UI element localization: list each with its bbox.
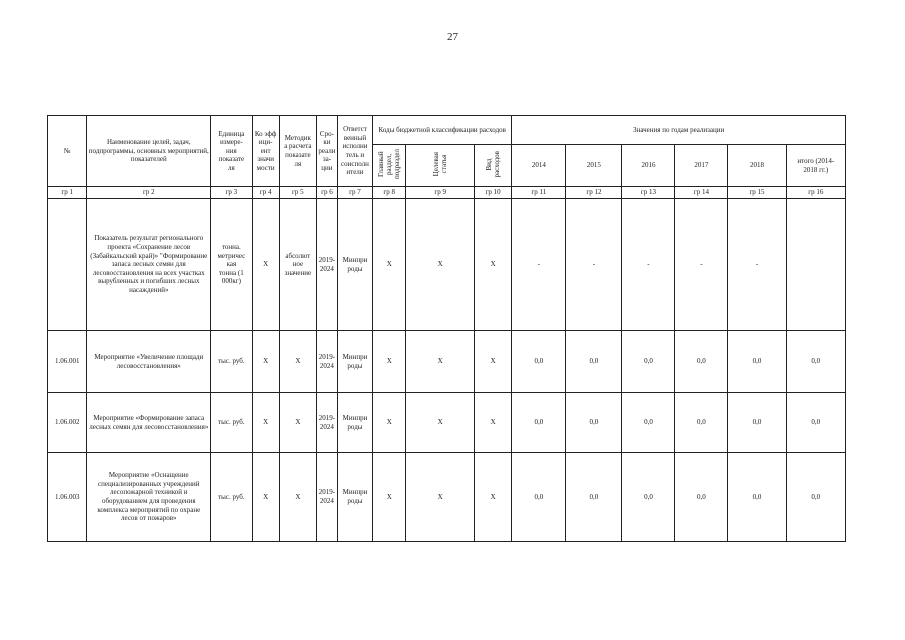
cell-value: - bbox=[728, 199, 786, 331]
col-number: гр 1 bbox=[48, 187, 87, 199]
cell-unit: тыс. руб. bbox=[211, 393, 253, 453]
header-method: Методик а расчета показате ля bbox=[279, 116, 316, 187]
col-number: гр 6 bbox=[317, 187, 338, 199]
header-coef: Ко эфф ици- ент значи мости bbox=[252, 116, 279, 187]
cell-value: 0,0 bbox=[566, 393, 622, 453]
col-number: гр 8 bbox=[373, 187, 406, 199]
cell-value: 0,0 bbox=[622, 331, 675, 393]
cell-responsible: Минпри роды bbox=[337, 453, 372, 542]
cell-code: Х bbox=[406, 331, 475, 393]
cell-value: 0,0 bbox=[786, 393, 845, 453]
cell-value: 0,0 bbox=[622, 393, 675, 453]
cell-value: 0,0 bbox=[728, 453, 786, 542]
cell-method: Х bbox=[279, 393, 316, 453]
cell-value: - bbox=[675, 199, 728, 331]
cell-coef: Х bbox=[252, 199, 279, 331]
col-number: гр 9 bbox=[406, 187, 475, 199]
cell-value: 0,0 bbox=[675, 331, 728, 393]
cell-value: 0,0 bbox=[675, 393, 728, 453]
cell-value: - bbox=[512, 199, 566, 331]
cell-value: 0,0 bbox=[728, 393, 786, 453]
cell-coef: Х bbox=[252, 393, 279, 453]
cell-value: 0,0 bbox=[566, 331, 622, 393]
cell-value bbox=[786, 199, 845, 331]
cell-method: Х bbox=[279, 331, 316, 393]
table-row bbox=[48, 453, 846, 542]
cell-value: 0,0 bbox=[512, 393, 566, 453]
header-values-by-year: Значения по годам реализации bbox=[512, 116, 846, 145]
cell-terms: 2019- 2024 bbox=[317, 393, 338, 453]
header-responsible: Ответст венный исполни тель и соисполн ители bbox=[337, 116, 372, 187]
cell-code: Х bbox=[373, 331, 406, 393]
cell-code: Х bbox=[406, 453, 475, 542]
col-number: гр 15 bbox=[728, 187, 786, 199]
col-number: гр 14 bbox=[675, 187, 728, 199]
table-row bbox=[48, 331, 846, 393]
cell-responsible: Минпри роды bbox=[337, 331, 372, 393]
cell-unit: тыс. руб. bbox=[211, 453, 253, 542]
cell-terms: 2019- 2024 bbox=[317, 331, 338, 393]
cell-num: 1.06.001 bbox=[48, 331, 87, 393]
header-year: 2014 bbox=[512, 145, 566, 187]
cell-value: 0,0 bbox=[728, 331, 786, 393]
cell-code: Х bbox=[373, 393, 406, 453]
cell-code: Х bbox=[406, 393, 475, 453]
cell-value: - bbox=[566, 199, 622, 331]
header-budget-article: Целевая статья bbox=[432, 152, 449, 177]
cell-value: 0,0 bbox=[566, 453, 622, 542]
cell-coef: Х bbox=[252, 453, 279, 542]
cell-code: Х bbox=[373, 453, 406, 542]
column-number-row bbox=[48, 187, 846, 199]
cell-unit: тонна. метричес кая тонна (1 000кг) bbox=[211, 199, 253, 331]
cell-unit: тыс. руб. bbox=[211, 331, 253, 393]
header-terms: Сро- ки реали за- ции bbox=[317, 116, 338, 187]
col-number: гр 5 bbox=[279, 187, 316, 199]
cell-method: Х bbox=[279, 453, 316, 542]
col-number: гр 10 bbox=[474, 187, 511, 199]
cell-method: абсолют ное значение bbox=[279, 199, 316, 331]
col-number: гр 3 bbox=[211, 187, 253, 199]
page-number: 27 bbox=[447, 31, 458, 43]
cell-code: Х bbox=[474, 453, 511, 542]
cell-value: 0,0 bbox=[622, 453, 675, 542]
col-number: гр 13 bbox=[622, 187, 675, 199]
cell-value: 0,0 bbox=[512, 331, 566, 393]
col-number: гр 16 bbox=[786, 187, 845, 199]
indicator-row bbox=[48, 199, 846, 331]
header-year: 2018 bbox=[728, 145, 786, 187]
header-year: 2017 bbox=[675, 145, 728, 187]
col-number: гр 2 bbox=[87, 187, 211, 199]
header-unit: Единица измере- ния показате ля bbox=[211, 116, 253, 187]
cell-code: Х bbox=[406, 199, 475, 331]
col-number: гр 7 bbox=[337, 187, 372, 199]
cell-value: 0,0 bbox=[675, 453, 728, 542]
cell-name: Мероприятие «Увеличение площади лесовосстановления» bbox=[87, 331, 211, 393]
program-indicators-table bbox=[47, 115, 846, 542]
col-number: гр 4 bbox=[252, 187, 279, 199]
cell-code: Х bbox=[474, 393, 511, 453]
header-name: Наименование целей, задач, подпрограммы, основных мероприятий, показателей bbox=[87, 116, 211, 187]
cell-responsible: Минпри роды bbox=[337, 393, 372, 453]
cell-terms: 2019- 2024 bbox=[317, 453, 338, 542]
cell-coef: Х bbox=[252, 331, 279, 393]
cell-num bbox=[48, 199, 87, 331]
cell-value: 0,0 bbox=[786, 453, 845, 542]
cell-responsible: Минпри роды bbox=[337, 199, 372, 331]
cell-num: 1.06.002 bbox=[48, 393, 87, 453]
cell-code: Х bbox=[474, 199, 511, 331]
cell-name: Мероприятие «Формирование запаса лесных семян для лесовосстановления» bbox=[87, 393, 211, 453]
col-number: гр 11 bbox=[512, 187, 566, 199]
cell-num: 1.06.003 bbox=[48, 453, 87, 542]
cell-code: Х bbox=[373, 199, 406, 331]
header-row-top bbox=[48, 116, 846, 145]
cell-value: - bbox=[622, 199, 675, 331]
header-budget-type: Вид расходов bbox=[485, 150, 502, 178]
cell-terms: 2019- 2024 bbox=[317, 199, 338, 331]
header-budget-codes: Коды бюджетной классификации расходов bbox=[373, 116, 512, 145]
cell-value: 0,0 bbox=[786, 331, 845, 393]
col-number: гр 12 bbox=[566, 187, 622, 199]
header-year: 2015 bbox=[566, 145, 622, 187]
table-row bbox=[48, 393, 846, 453]
header-num: № bbox=[48, 116, 87, 187]
header-budget-section: Главный раздел, подраздел bbox=[377, 149, 402, 180]
cell-value: 0,0 bbox=[512, 453, 566, 542]
cell-code: Х bbox=[474, 331, 511, 393]
cell-name: Показатель результат регионального проекта «Сохранение лесов (Забайкальский край)» "Формирование запаса лесных семян для лесовосстановления на всех участках вырубленных и погибших лесных насаждений» bbox=[87, 199, 211, 331]
header-year: 2016 bbox=[622, 145, 675, 187]
cell-name: Мероприятие «Оснащение специализированных учреждений лесопожарной техникой и оборудованием для проведения комплекса мероприятий по охране лесов от пожаров» bbox=[87, 453, 211, 542]
header-total: итого (2014- 2018 гг.) bbox=[786, 145, 845, 187]
